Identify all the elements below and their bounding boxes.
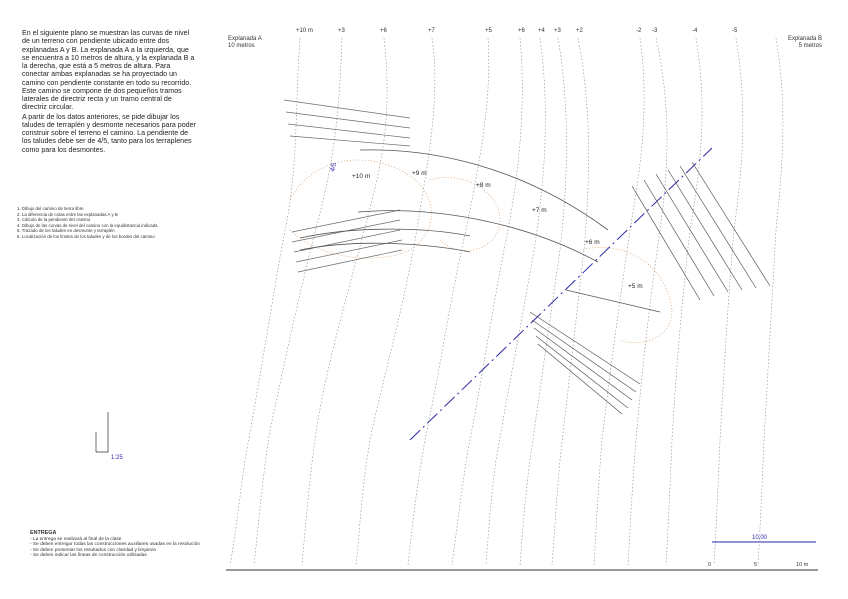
top-elevation-labels (296, 28, 738, 34)
step-item: 6. Localización de los límites de los taludes y de los bordes del camino (17, 233, 155, 239)
slope-hatch-line (536, 336, 628, 408)
contour-line (520, 38, 567, 565)
contour-line (594, 38, 644, 565)
delivery-title: ENTREGA (30, 530, 57, 536)
right-road-section (530, 162, 770, 414)
delivery-line: - La entrega se realizará al final de la clase (30, 536, 122, 542)
plan-label: +8 m (476, 182, 491, 189)
step-item: 4. Dibujo de las curvas de nivel del camino con la equidistancia indicada (17, 222, 158, 228)
slope-hatch-line (292, 210, 400, 232)
road-edge (300, 243, 470, 252)
contour-line (302, 38, 387, 565)
platform-a-height: 10 metros (228, 42, 255, 49)
delivery-line: - Se deben presentar los resultados con claridad y limpieza (30, 547, 156, 553)
plan-elevation-labels (329, 162, 642, 290)
statement-paragraph: A partir de los datos anteriores, se pide dibujar los taludes de terraplén y desmonte necesarios para poder construir sobre el terreno el camino. La pendiente de los taludes debe ser de 4/5, tanto para los terraplenes como para los desmontes. (22, 112, 196, 154)
slope-boundary (580, 247, 672, 342)
elevation-label: +6 (380, 28, 387, 34)
slope-hatch-line (298, 250, 402, 272)
plan-label: +10 m (352, 173, 371, 180)
elevation-label: +5 (485, 28, 492, 34)
contour-line (666, 38, 702, 565)
slope-hatch-line (668, 170, 742, 290)
elevation-label: -4 (692, 28, 698, 34)
elevation-label: +3 (554, 28, 561, 34)
slope-hatch-line (290, 136, 410, 146)
plan-label: +9 m (412, 170, 427, 177)
slope-hatch-line (530, 312, 640, 384)
slope-hatch-line (534, 328, 632, 400)
elevation-label: +2 (576, 28, 583, 34)
road-edge (360, 150, 608, 230)
slope-tag: 4/5 (329, 161, 339, 173)
slope-hatch-line (566, 290, 660, 312)
slope-hatch-line (680, 166, 756, 288)
elevation-label: +6 (518, 28, 525, 34)
contour-line (254, 38, 342, 565)
contour-line (356, 38, 435, 565)
contour-line (452, 38, 522, 565)
contour-line (408, 38, 489, 565)
plan-label: +5 m (628, 283, 643, 290)
contour-line (230, 38, 300, 565)
contour-line (758, 38, 783, 565)
slope-hatch-line (692, 162, 770, 286)
scale-label: 10 m (796, 562, 809, 568)
elevation-label: +10 m (296, 28, 313, 34)
curved-road (300, 150, 608, 262)
slope-hatch-line (294, 230, 400, 252)
step-item: 5. Trazado de los taludes en desmonte y terraplén (17, 228, 115, 234)
elevation-label: +4 (538, 28, 545, 34)
left-road-section (284, 100, 410, 272)
legend-bracket (96, 412, 108, 452)
slope-hatch-line (284, 100, 410, 118)
elevation-label: -5 (732, 28, 738, 34)
contour-line (714, 38, 743, 565)
slope-hatch-line (288, 124, 410, 138)
slope-hatch-line (656, 174, 728, 292)
step-item: 3. Cálculo de la pendiente del camino (17, 217, 91, 223)
scale-bar (708, 535, 816, 568)
plan-label: +7 m (532, 207, 547, 214)
slope-hatch-line (532, 320, 636, 392)
elevation-label: +7 (428, 28, 435, 34)
statement-paragraph: En el siguiente plano se muestran las curvas de nivel de un terreno con pendiente ubicado entre dos explanadas A y B. La explanada A a la izquierda, que se encuentra a 10 metros de altura, y la explanada B a la derecha, que está a 5 metros de altura. Para conectar ambas explanadas se ha proyectado un camino con pendiente constante en todo su recorrido. Este camino se compone de dos pequeños tramos laterales de directriz recta y un tramo central de directriz circular. (22, 29, 195, 112)
step-item: 1. Dibujo del camino de tierra libre (17, 206, 84, 211)
delivery-line: - Se deben indicar las líneas de construcción utilizadas (30, 553, 147, 559)
slope-legend-ratio: 1:25 (111, 455, 123, 461)
slope-legend (96, 412, 108, 452)
platform-b-name: Explanada B (787, 36, 822, 42)
elevation-label: -3 (652, 28, 658, 34)
scale-length: 10,00 (752, 535, 768, 541)
delivery-line: - Se deben entregar todas las construcciones auxiliares usadas en la resolución (30, 542, 200, 548)
contour-line (486, 38, 545, 565)
platform-a-name: Explanada A (228, 36, 262, 42)
contour-line (628, 38, 667, 565)
scale-label: 5 (754, 562, 758, 568)
road-edge (300, 229, 470, 238)
step-item: 2. La diferencia de cotas entre las explanadas A y B (17, 211, 118, 217)
elevation-label: -2 (636, 28, 642, 34)
elevation-label: +3 (338, 28, 345, 34)
road-edge (358, 211, 598, 262)
scale-label: 0 (708, 562, 712, 568)
contour-line (552, 38, 589, 565)
slope-hatch-line (644, 180, 714, 296)
plan-label: +6 m (585, 239, 600, 246)
contour-lines (230, 38, 783, 565)
platform-b-height: 5 metros (798, 42, 822, 49)
